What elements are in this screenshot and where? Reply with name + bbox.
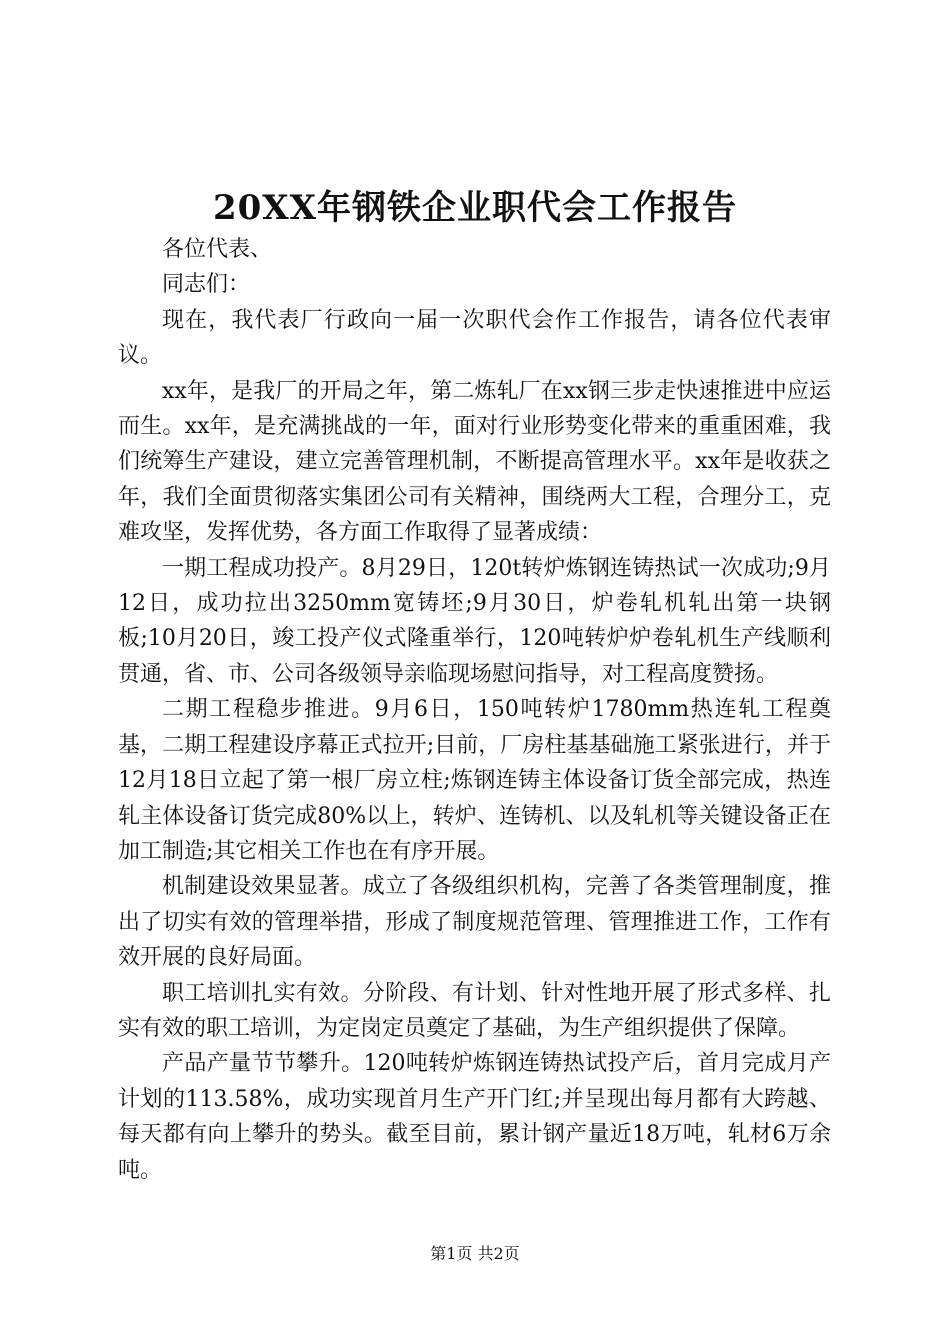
paragraph-phase-one: 一期工程成功投产。8月29日，120t转炉炼钢连铸热试一次成功;9月12日，成功拉出3250mm宽铸坯;9月30日，炉卷轧机轧出第一块钢板;10月20日，竣工投产仪式隆重举行，120吨转炉炉卷轧机生产线顺利贯通，省、市、公司各级领导亲临现场慰问指导，对工程高度赞扬。 (118, 555, 831, 687)
salutation-representatives: 各位代表、 (162, 237, 273, 262)
paragraph-training: 职工培训扎实有效。分阶段、有计划、针对性地开展了形式多样、扎实有效的职工培训，为定岗定员奠定了基础，为生产组织提供了保障。 (118, 980, 831, 1041)
paragraph-overview: xx年，是我厂的开局之年，第二炼轧厂在xx钢三步走快速推进中应运而生。xx年，是充满挑战的一年，面对行业形势变化带来的重重困难，我们统筹生产建设，建立完善管理机制，不断提高管理水平。xx年是收获之年，我们全面贯彻落实集团公司有关精神，围绕两大工程，合理分工，克难攻坚，发挥优势，各方面工作取得了显著成绩： (118, 378, 831, 546)
paragraph-output: 产品产量节节攀升。120吨转炉炼钢连铸热试投产后，首月完成月产计划的113.58%，成功实现首月生产开门红;并呈现出每月都有大跨越、每天都有向上攀升的势头。截至目前，累计钢产量近18万吨，轧材6万余吨。 (118, 1051, 831, 1183)
paragraph-phase-two: 二期工程稳步推进。9月6日，150吨转炉1780mm热连轧工程奠基，二期工程建设序幕正式拉开;目前，厂房柱基基础施工紧张进行，并于12月18日立起了第一根厂房立柱;炼钢连铸主体设备订货全部完成，热连轧主体设备订货完成80%以上，转炉、连铸机、以及轧机等关键设备正在加工制造;其它相关工作也在有序开展。 (118, 697, 831, 864)
document-title: 20XX年钢铁企业职代会工作报告 (212, 188, 738, 228)
document-body (118, 232, 831, 1188)
salutation-comrades: 同志们： (162, 272, 251, 298)
paragraph-intro: 现在，我代表厂行政向一届一次职代会作工作报告，请各位代表审议。 (118, 307, 831, 369)
paragraph-mechanism: 机制建设效果显著。成立了各级组织机构，完善了各类管理制度，推出了切实有效的管理举措，形成了制度规范管理、管理推进工作，工作有效开展的良好局面。 (118, 874, 831, 971)
page-number-footer: 第1页 共2页 (430, 1244, 520, 1263)
